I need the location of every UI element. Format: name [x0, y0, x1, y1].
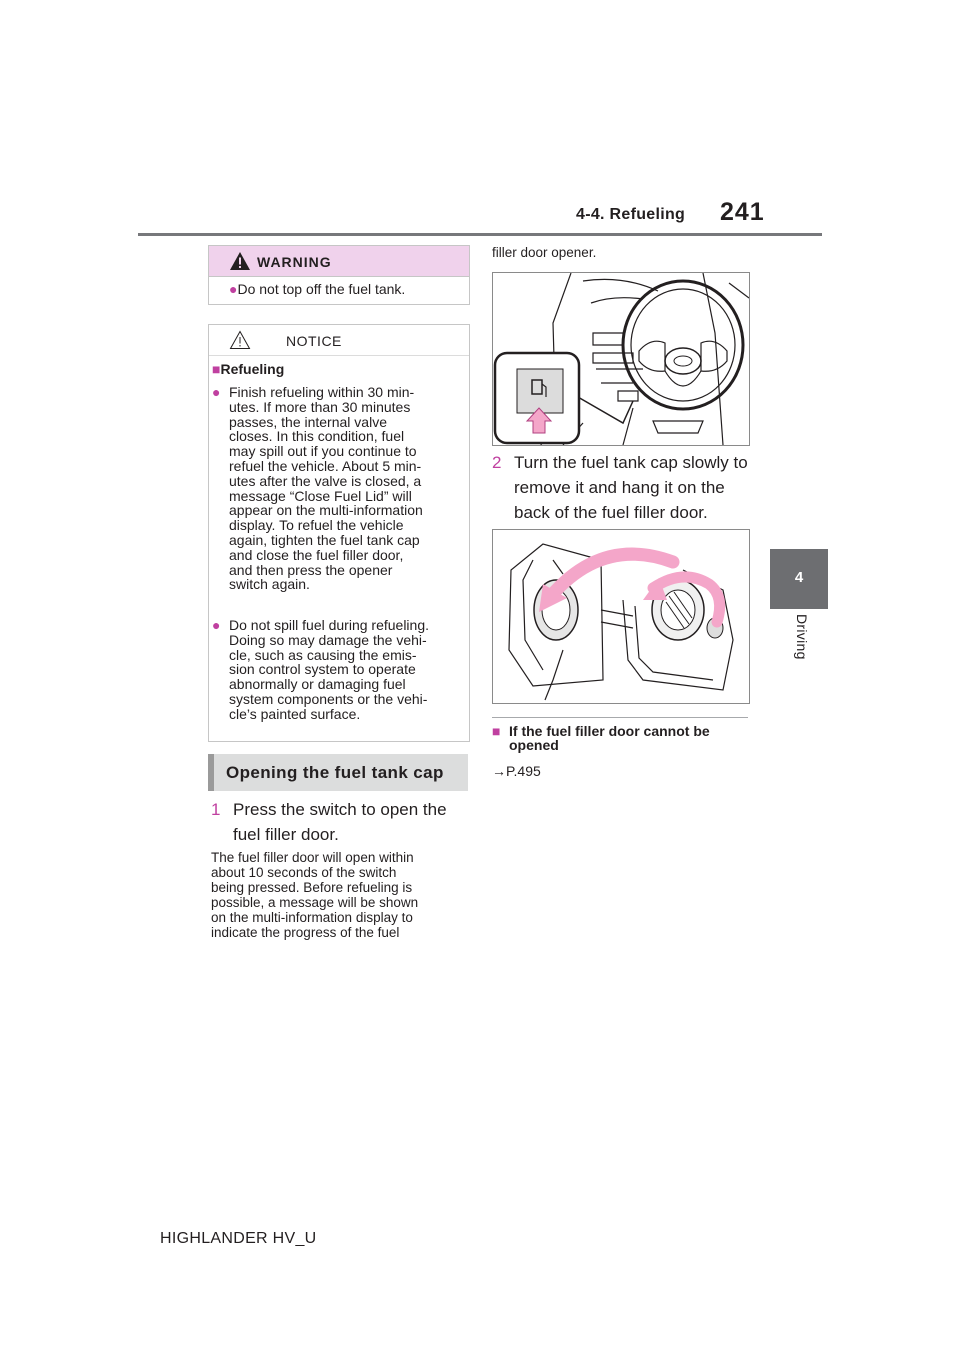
warning-triangle-icon: [229, 251, 251, 271]
notice-box: [208, 324, 470, 742]
reference-arrow: →: [492, 763, 506, 779]
page-number: 241: [720, 198, 765, 226]
header-rule: [138, 233, 822, 236]
bullet-icon: ●: [212, 384, 221, 400]
subsection-rule: [492, 717, 748, 718]
notice-subtitle: [212, 361, 284, 377]
warning-title: WARNING: [257, 254, 332, 270]
notice-bullet: [212, 618, 464, 722]
warning-bullet: [229, 281, 405, 297]
model-footer: HIGHLANDER HV_U: [160, 1230, 317, 1247]
notice-header: [209, 325, 469, 356]
step-number: 2: [492, 453, 502, 472]
page-reference[interactable]: [492, 763, 541, 779]
bullet-icon: ●: [229, 281, 238, 297]
warning-box: [208, 245, 470, 305]
step-1-body: The fuel filler door will open within about 10 seconds of the switch being pressed. Before refueling is possible, a message will be shown on the multi-information display to indicate the progress of the fuel: [211, 850, 419, 940]
step-1: [211, 797, 469, 844]
notice-bullet: [212, 385, 464, 592]
bullet-icon: ●: [212, 617, 221, 633]
subsection-heading: [492, 724, 748, 752]
fuel-cap-illustration: [492, 529, 750, 704]
step-text: Turn the fuel tank cap slowly to remove it and hang it on the back of the fuel filler door.: [514, 453, 748, 522]
section-title: 4-4. Refueling: [576, 206, 686, 223]
square-bullet-icon: ■: [212, 361, 221, 377]
square-bullet-icon: ■: [492, 723, 501, 739]
notice-bullet-text: Finish refueling within 30 min- utes. If more than 30 minutes passes, the internal valve closes. In this condition, fuel may spill out if you continue to refuel the vehicle. About 5 min- utes after the valve is closed, a message “Close Fuel Lid” will appear on the multi-information display. To refuel the vehicle again, tighten the fuel tank cap and close the fuel filler door, and then press the opener switch again.: [229, 384, 423, 593]
subsection-heading-text: If the fuel filler door cannot be opened: [509, 723, 710, 753]
section-heading: [208, 754, 468, 791]
step-text: Press the switch to open the fuel filler door.: [233, 800, 447, 844]
notice-subtitle-text: Refueling: [220, 361, 285, 377]
reference-page: P.495: [506, 763, 541, 779]
step-number: 1: [211, 800, 221, 819]
notice-title: NOTICE: [286, 333, 342, 349]
step-2: [492, 450, 754, 522]
warning-header: [209, 246, 469, 277]
dashboard-drawing: [493, 273, 749, 445]
chapter-number: 4: [794, 569, 804, 586]
section-heading-text: Opening the fuel tank cap: [226, 763, 444, 782]
dashboard-illustration: [492, 272, 750, 446]
chapter-label: [792, 614, 812, 684]
chapter-label-text: Driving: [794, 614, 810, 660]
warning-bullet-text: Do not top off the fuel tank.: [237, 281, 406, 297]
notice-bullet-text: Do not spill fuel during refueling. Doing so may damage the vehi- cle, such as causing the emis- sion control system to operate abnormally or damaging fuel system components or the vehi- cle’s painted surface.: [229, 617, 430, 722]
step-1-body-continued: filler door opener.: [492, 245, 597, 260]
fuel-cap-drawing: [493, 530, 749, 703]
caution-triangle-icon: [229, 330, 251, 350]
